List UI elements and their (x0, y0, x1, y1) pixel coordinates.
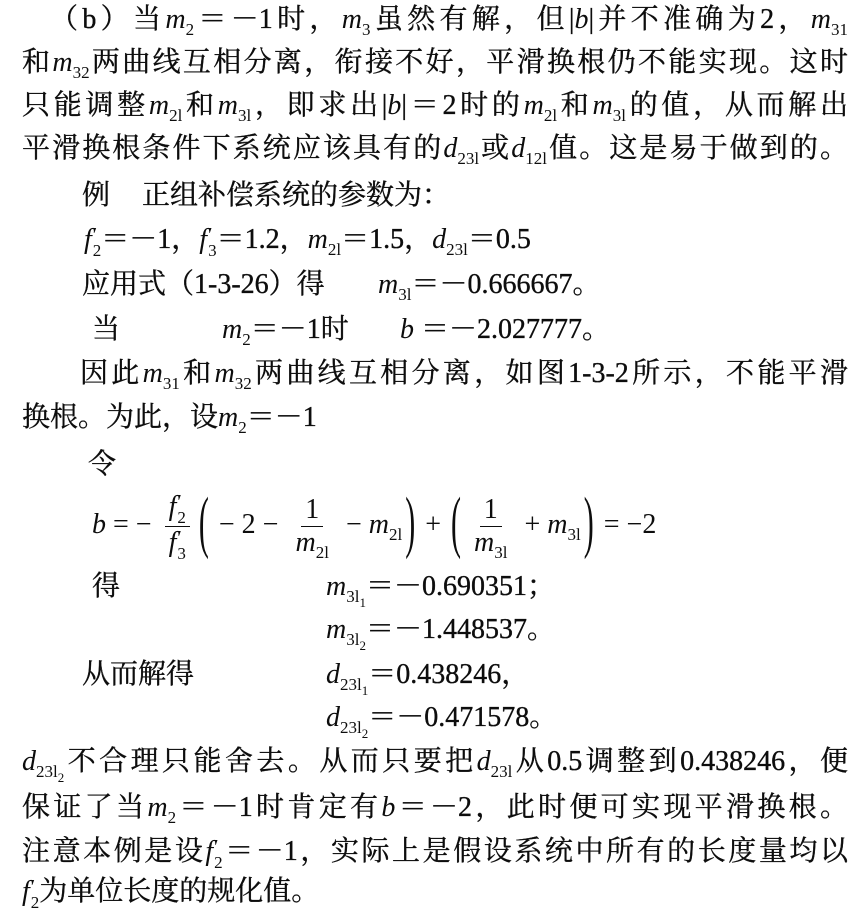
math-variable (92, 509, 106, 540)
text-run: ＝－0.690351； (365, 571, 555, 602)
example-label: 例 (82, 180, 111, 211)
variable-symbol: d (326, 659, 340, 690)
subscript-text: 2l (327, 240, 342, 259)
math-variable (592, 90, 626, 125)
solve-d23l-value-1 (326, 659, 530, 698)
text-run: ＝－1，实际上是假设系统中所有的长度量均以 (222, 836, 848, 867)
sub-subscript: 2 (57, 770, 65, 785)
solve-d23l-value-2 (326, 702, 558, 741)
subscript (398, 285, 411, 304)
variable-symbol: m (592, 90, 613, 121)
subscript-text: 31 (162, 374, 180, 393)
subscript (242, 330, 251, 349)
prime-mark: ′ (208, 224, 213, 246)
let-label: 令 (88, 449, 117, 480)
solve-m3l-value-2 (326, 614, 555, 653)
math-variable (326, 659, 369, 698)
text-run: = −2 (596, 509, 657, 540)
text-run: 换根。为此，设 (22, 402, 219, 433)
subscript (457, 149, 479, 168)
paragraph-3-line-1 (22, 746, 848, 785)
solve-d23l-label: 从而解得 (82, 659, 195, 690)
variable-symbol: m (142, 358, 163, 389)
math-variable (326, 702, 369, 741)
text-run: 的值，从而解出 (625, 90, 848, 121)
script-stack (177, 527, 186, 564)
math-variable (168, 491, 186, 528)
subscript-text: 31 (831, 20, 848, 39)
subscript: 3 (177, 544, 186, 564)
text-run: 两曲线互相分离，衔接不好，平滑换根仍不能实现。这时 (89, 47, 848, 78)
subscript-text: 3l (494, 543, 508, 563)
text-run: 和 (557, 90, 593, 121)
variable-symbol: m (52, 47, 73, 78)
prime-mark: ′ (30, 876, 36, 898)
paragraph-3-line-2 (22, 792, 848, 827)
variable-symbol: m (307, 224, 328, 255)
script-stack (30, 876, 40, 908)
variable-symbol: b (92, 509, 106, 540)
variable-symbol: d (443, 133, 458, 164)
math-variable (810, 4, 848, 39)
subscript (389, 525, 402, 544)
subscript (362, 20, 371, 39)
text-run: − 2 − (211, 509, 286, 540)
subscript-text: 2l (315, 543, 329, 563)
subscript-text: 23l (446, 240, 468, 259)
text-run: 或 (479, 133, 512, 164)
subscript (316, 543, 329, 562)
subscript-text: 23l (36, 762, 58, 781)
condition-step-result (400, 314, 610, 346)
math-variable (378, 269, 412, 304)
math-variable (199, 224, 217, 260)
text-run: 为单位长度的规化值。 (39, 876, 320, 907)
subscript-text: 2l (169, 106, 183, 125)
text-run: 两曲线互相分离，如图1-3-2所示，不能平滑 (251, 358, 848, 389)
equation (92, 484, 657, 564)
big-parenthesis: ( (198, 484, 209, 561)
subscript: 2 (92, 241, 102, 260)
example-intro: 正组补偿系统的参数为： (142, 180, 451, 211)
math-variable (474, 527, 508, 563)
subscript (235, 374, 252, 393)
text-run: 1 (305, 494, 320, 526)
math-variable (84, 224, 102, 260)
subscript (491, 762, 513, 781)
variable-symbol: m (810, 4, 831, 35)
text-run: 和 (22, 47, 53, 78)
sub-subscript: 1 (361, 683, 369, 698)
subscript (613, 106, 626, 125)
text-run: 1 (483, 494, 498, 526)
text-run: 平滑换根条件下系统应该具有的 (22, 133, 444, 164)
math-variable (326, 614, 366, 653)
variable-symbol: f (168, 527, 177, 559)
math-variable (147, 792, 177, 827)
subscript-text: 23l (340, 675, 362, 694)
variable-symbol: f (168, 491, 177, 523)
text-run: ＝1.5， (341, 224, 433, 255)
variable-symbol: m (368, 509, 389, 540)
text-run: 因此 (80, 358, 143, 389)
condition-step-condition (222, 314, 349, 349)
math-variable (511, 133, 548, 168)
prime-mark: ′ (92, 224, 98, 246)
text-run: ＝－1时肯定有 (176, 792, 382, 823)
subscript-text: 3l (612, 106, 626, 125)
fraction-numerator (480, 495, 502, 527)
math-variable (217, 90, 252, 125)
text-run: ＝－1， (101, 224, 200, 255)
variable-symbol: f (84, 224, 92, 255)
example-parameters (84, 224, 531, 258)
paragraph-1-line-2 (22, 47, 848, 82)
subscript: 3 (208, 241, 217, 260)
subscript (238, 418, 247, 437)
subscript-text: 2l (388, 525, 403, 544)
math-variable (432, 224, 468, 259)
subscript (831, 20, 848, 39)
subscript (494, 543, 507, 562)
subscript-text: 2 (242, 330, 251, 349)
subscript-text: 2 (167, 808, 177, 827)
text-run: ＝－1时， (194, 4, 342, 35)
math-variable (476, 746, 513, 781)
math-variable (295, 527, 329, 563)
text-run: + (517, 509, 548, 540)
variable-symbol: m (326, 614, 347, 645)
math-variable (22, 746, 65, 785)
subscript (525, 149, 547, 168)
subscript (169, 106, 182, 125)
variable-symbol: b (381, 792, 396, 823)
variable-symbol: m (218, 402, 239, 433)
variable-symbol: m (523, 90, 544, 121)
math-variable (341, 4, 371, 39)
subscript (446, 240, 468, 259)
variable-symbol: m (217, 90, 238, 121)
fraction (165, 491, 190, 564)
math-variable (547, 509, 581, 544)
paragraph-2-line-1 (80, 358, 848, 393)
script-stack (177, 491, 186, 528)
subscript (340, 675, 369, 698)
subscript-text: 3 (362, 20, 371, 39)
variable-symbol: d (511, 133, 526, 164)
text-run: + (418, 509, 448, 540)
script-stack (92, 224, 102, 260)
text-run: 注意本例是设 (22, 836, 206, 867)
text-run: ＝－2.027777。 (414, 314, 611, 345)
subscript (346, 630, 366, 653)
sub-subscript: 2 (359, 638, 366, 653)
fraction-denominator (470, 527, 511, 563)
text-run: ，即求出| (251, 90, 388, 121)
paragraph-1-line-3 (22, 90, 848, 125)
text-run: ＝1.2， (216, 224, 308, 255)
text-run: 不合理只能舍去。从而只要把 (64, 746, 477, 777)
math-variable (387, 90, 401, 121)
math-variable (142, 358, 180, 393)
paragraph-1-line-4 (22, 133, 848, 168)
text-run: ＝0.438246， (368, 659, 530, 690)
subscript (163, 374, 180, 393)
paragraph-1-line-1 (50, 4, 848, 39)
subscript-text: 2l (543, 106, 558, 125)
subscript-text: 3l (238, 106, 252, 125)
condition-step-label: 当 (92, 314, 121, 345)
fraction-denominator (291, 527, 332, 563)
fraction-denominator (165, 527, 190, 564)
subscript (73, 63, 90, 82)
math-variable (52, 47, 90, 82)
text-run: 虽然有解，但| (370, 4, 575, 35)
fraction-numerator (165, 492, 190, 527)
subscript (36, 762, 65, 785)
subscript (328, 240, 341, 259)
subscript: 2 (214, 853, 223, 872)
variable-symbol: f (199, 224, 208, 255)
text-run: 保证了当 (22, 792, 148, 823)
paragraph-3-line-4 (22, 876, 319, 908)
subscript (340, 718, 369, 741)
variable-symbol: b (574, 4, 589, 35)
subscript (238, 106, 251, 125)
math-variable (22, 876, 39, 907)
subscript-text: 32 (72, 63, 90, 82)
math-variable (381, 792, 395, 823)
prime-mark: ′ (214, 836, 219, 858)
math-variable (523, 90, 558, 125)
variable-symbol: m (378, 269, 399, 300)
math-variable (168, 527, 186, 564)
paragraph-3-line-3 (22, 836, 848, 870)
subscript-text: 32 (234, 374, 252, 393)
subscript-text: 3l (346, 630, 360, 649)
text-run: ＝－0.471578。 (368, 702, 558, 733)
prime-mark: ′ (177, 527, 182, 550)
text-run: = − (106, 509, 159, 540)
subscript (544, 106, 557, 125)
text-run: ＝－2，此时便可实现平滑换根。 (395, 792, 848, 823)
paragraph-2-line-2 (22, 402, 317, 437)
big-parenthesis: ( (451, 484, 461, 561)
subscript-text: 3l (567, 525, 581, 544)
variable-symbol: d (22, 746, 36, 777)
text-run: − (338, 509, 369, 540)
subscript-text: 3l (346, 587, 360, 606)
subscript-text: 12l (525, 149, 548, 168)
formula-step-lead: 应用式（1-3-26）得 (82, 269, 325, 300)
script-stack (208, 224, 217, 260)
variable-symbol: b (387, 90, 402, 121)
text-run: 和 (179, 358, 215, 389)
math-variable (326, 571, 366, 610)
variable-symbol: d (476, 746, 491, 777)
text-run: ＝－0.666667。 (411, 269, 601, 300)
math-variable (148, 90, 183, 125)
text-run: 和 (182, 90, 218, 121)
variable-symbol: m (165, 4, 186, 35)
text-run: 值。这是易于做到的。 (547, 133, 848, 164)
fraction-numerator (301, 495, 323, 527)
prime-mark: ′ (177, 491, 182, 514)
text-run: ＝－1.448537。 (365, 614, 555, 645)
subscript-text: 23l (490, 762, 513, 781)
math-variable (214, 358, 252, 393)
text-run: |＝2时的 (401, 90, 524, 121)
formula-step-result (378, 269, 601, 304)
variable-symbol: b (400, 314, 414, 345)
math-variable (443, 133, 480, 168)
math-variable (574, 4, 588, 35)
math-variable (165, 4, 195, 39)
variable-symbol: m (326, 571, 347, 602)
variable-symbol: m (295, 527, 316, 559)
text-run: ＝0.5 (467, 224, 531, 255)
text-run: 从0.5调整到0.438246，便 (512, 746, 848, 777)
fraction (291, 494, 332, 563)
variable-symbol: f (205, 836, 214, 867)
text-run: 只能调整 (22, 90, 149, 121)
solve-m3l-label: 得 (92, 571, 121, 602)
variable-symbol: m (222, 314, 243, 345)
math-variable (368, 509, 403, 544)
math-variable (222, 314, 251, 349)
subscript-text: 2 (238, 418, 247, 437)
math-variable (400, 314, 414, 345)
subscript: 2 (177, 508, 186, 528)
subscript (346, 587, 366, 610)
text-run: ＝－1时 (250, 314, 349, 345)
fraction (470, 494, 511, 563)
subscript (186, 20, 195, 39)
big-parenthesis: ) (405, 484, 416, 561)
variable-symbol: m (214, 358, 235, 389)
text-run: ＝－1 (246, 402, 317, 433)
math-variable (205, 836, 223, 872)
variable-symbol: m (148, 90, 170, 121)
variable-symbol: m (147, 792, 168, 823)
variable-symbol: m (547, 509, 568, 540)
script-stack (214, 836, 223, 872)
subscript-text: 2 (185, 20, 195, 39)
subscript-text: 3l (398, 285, 412, 304)
variable-symbol: f (22, 876, 30, 907)
sub-subscript: 1 (359, 595, 366, 610)
variable-symbol: m (474, 527, 495, 559)
sub-subscript: 2 (361, 726, 369, 741)
subscript (568, 525, 581, 544)
big-parenthesis: ) (583, 484, 594, 561)
variable-symbol: d (326, 702, 340, 733)
variable-symbol: m (341, 4, 362, 35)
subscript: 2 (30, 893, 40, 908)
solve-m3l-value-1 (326, 571, 555, 610)
math-variable (307, 224, 342, 259)
text-run: （b）当 (50, 4, 166, 35)
text-run: |并不准确为2， (588, 4, 811, 35)
math-variable (218, 402, 247, 437)
subscript-text: 23l (340, 718, 362, 737)
subscript (168, 808, 177, 827)
subscript-text: 23l (457, 149, 480, 168)
variable-symbol: d (432, 224, 447, 255)
